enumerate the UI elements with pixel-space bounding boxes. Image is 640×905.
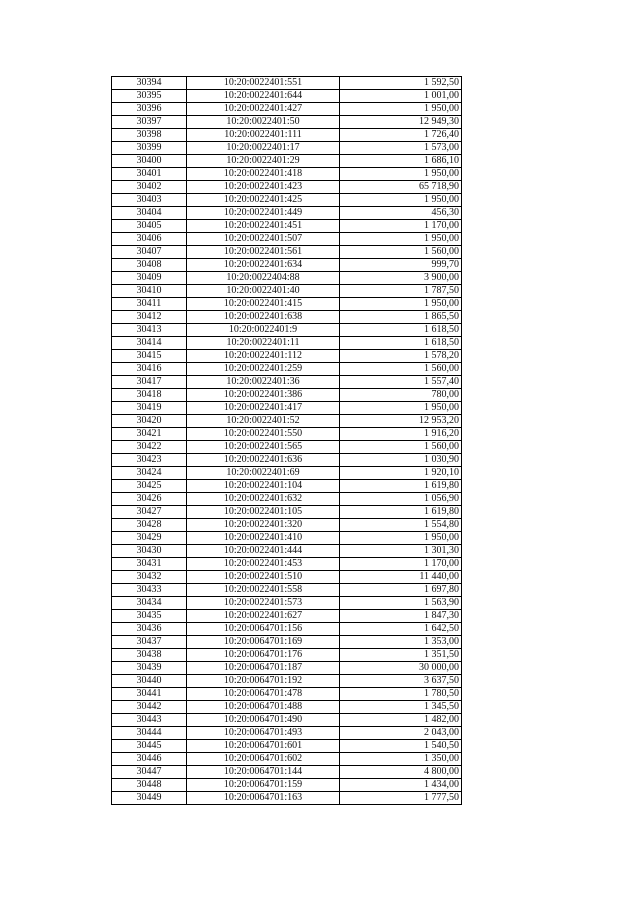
cadastral-number-cell: 10:20:0022401:112 (187, 350, 340, 363)
table-row (112, 610, 462, 623)
table-row (112, 558, 462, 571)
amount-value-cell: 1 950,00 (340, 298, 462, 311)
amount-value-cell: 1 434,00 (340, 779, 462, 792)
cadastral-number-cell: 10:20:0022401:105 (187, 506, 340, 519)
amount-value-cell: 1 345,50 (340, 701, 462, 714)
cadastral-number-cell: 10:20:0022401:449 (187, 207, 340, 220)
row-number-cell: 30416 (112, 363, 187, 376)
amount-value-cell: 12 949,30 (340, 116, 462, 129)
row-number-cell: 30438 (112, 649, 187, 662)
amount-value-cell: 1 787,50 (340, 285, 462, 298)
amount-value-cell: 1 554,80 (340, 519, 462, 532)
amount-value-cell: 1 557,40 (340, 376, 462, 389)
table-row (112, 233, 462, 246)
cadastral-number-cell: 10:20:0064701:163 (187, 792, 340, 805)
row-number-cell: 30410 (112, 285, 187, 298)
cadastral-number-cell: 10:20:0064701:478 (187, 688, 340, 701)
table-row (112, 441, 462, 454)
row-number-cell: 30399 (112, 142, 187, 155)
cadastral-number-cell: 10:20:0064701:488 (187, 701, 340, 714)
amount-value-cell: 1 560,00 (340, 363, 462, 376)
cadastral-number-cell: 10:20:0022401:561 (187, 246, 340, 259)
row-number-cell: 30423 (112, 454, 187, 467)
table-row (112, 272, 462, 285)
row-number-cell: 30414 (112, 337, 187, 350)
cadastral-number-cell: 10:20:0022401:632 (187, 493, 340, 506)
row-number-cell: 30420 (112, 415, 187, 428)
amount-value-cell: 2 043,00 (340, 727, 462, 740)
table-row (112, 428, 462, 441)
cadastral-number-cell: 10:20:0064701:156 (187, 623, 340, 636)
cadastral-number-cell: 10:20:0022401:444 (187, 545, 340, 558)
cadastral-number-cell: 10:20:0022401:36 (187, 376, 340, 389)
row-number-cell: 30395 (112, 90, 187, 103)
cadastral-number-cell: 10:20:0022404:88 (187, 272, 340, 285)
amount-value-cell: 1 950,00 (340, 532, 462, 545)
row-number-cell: 30421 (112, 428, 187, 441)
amount-value-cell: 1 686,10 (340, 155, 462, 168)
cadastral-number-cell: 10:20:0022401:573 (187, 597, 340, 610)
table-row (112, 714, 462, 727)
row-number-cell: 30400 (112, 155, 187, 168)
table-row (112, 727, 462, 740)
table-row (112, 493, 462, 506)
cadastral-number-cell: 10:20:0022401:638 (187, 311, 340, 324)
amount-value-cell: 1 777,50 (340, 792, 462, 805)
cadastral-number-cell: 10:20:0022401:636 (187, 454, 340, 467)
table-row (112, 480, 462, 493)
amount-value-cell: 1 560,00 (340, 441, 462, 454)
table-row (112, 688, 462, 701)
table-row (112, 766, 462, 779)
row-number-cell: 30439 (112, 662, 187, 675)
table-row (112, 77, 462, 90)
amount-value-cell: 1 482,00 (340, 714, 462, 727)
table-row (112, 350, 462, 363)
amount-value-cell: 1 916,20 (340, 428, 462, 441)
table-row (112, 506, 462, 519)
cadastral-number-cell: 10:20:0022401:451 (187, 220, 340, 233)
row-number-cell: 30446 (112, 753, 187, 766)
table-row (112, 220, 462, 233)
amount-value-cell: 1 618,50 (340, 337, 462, 350)
row-number-cell: 30433 (112, 584, 187, 597)
cadastral-number-cell: 10:20:0022401:104 (187, 480, 340, 493)
table-row (112, 116, 462, 129)
cadastral-number-cell: 10:20:0064701:601 (187, 740, 340, 753)
table-row (112, 129, 462, 142)
cadastral-number-cell: 10:20:0022401:565 (187, 441, 340, 454)
row-number-cell: 30441 (112, 688, 187, 701)
row-number-cell: 30413 (112, 324, 187, 337)
row-number-cell: 30412 (112, 311, 187, 324)
cadastral-number-cell: 10:20:0022401:386 (187, 389, 340, 402)
amount-value-cell: 1 642,50 (340, 623, 462, 636)
cadastral-number-cell: 10:20:0064701:493 (187, 727, 340, 740)
amount-value-cell: 1 540,50 (340, 740, 462, 753)
amount-value-cell: 1 001,00 (340, 90, 462, 103)
row-number-cell: 30427 (112, 506, 187, 519)
table-row (112, 701, 462, 714)
table-row (112, 155, 462, 168)
table-row (112, 376, 462, 389)
amount-value-cell: 1 780,50 (340, 688, 462, 701)
row-number-cell: 30430 (112, 545, 187, 558)
table-row (112, 467, 462, 480)
amount-value-cell: 1 560,00 (340, 246, 462, 259)
cadastral-number-cell: 10:20:0022401:69 (187, 467, 340, 480)
cadastral-number-cell: 10:20:0064701:192 (187, 675, 340, 688)
table-row (112, 181, 462, 194)
amount-value-cell: 1 920,10 (340, 467, 462, 480)
row-number-cell: 30404 (112, 207, 187, 220)
table-row (112, 207, 462, 220)
register-table (111, 76, 462, 805)
cadastral-number-cell: 10:20:0022401:50 (187, 116, 340, 129)
row-number-cell: 30398 (112, 129, 187, 142)
amount-value-cell: 4 800,00 (340, 766, 462, 779)
cadastral-number-cell: 10:20:0022401:634 (187, 259, 340, 272)
table-row (112, 584, 462, 597)
amount-value-cell: 1 301,30 (340, 545, 462, 558)
cadastral-number-cell: 10:20:0022401:9 (187, 324, 340, 337)
amount-value-cell: 11 440,00 (340, 571, 462, 584)
table-row (112, 792, 462, 805)
amount-value-cell: 1 170,00 (340, 558, 462, 571)
table-row (112, 740, 462, 753)
table-row (112, 519, 462, 532)
table-row (112, 415, 462, 428)
row-number-cell: 30406 (112, 233, 187, 246)
cadastral-number-cell: 10:20:0064701:169 (187, 636, 340, 649)
amount-value-cell: 1 950,00 (340, 233, 462, 246)
row-number-cell: 30422 (112, 441, 187, 454)
amount-value-cell: 1 573,00 (340, 142, 462, 155)
row-number-cell: 30409 (112, 272, 187, 285)
table-row (112, 675, 462, 688)
row-number-cell: 30442 (112, 701, 187, 714)
cadastral-number-cell: 10:20:0022401:29 (187, 155, 340, 168)
cadastral-number-cell: 10:20:0064701:144 (187, 766, 340, 779)
cadastral-number-cell: 10:20:0022401:423 (187, 181, 340, 194)
amount-value-cell: 1 950,00 (340, 194, 462, 207)
cadastral-number-cell: 10:20:0022401:320 (187, 519, 340, 532)
amount-value-cell: 1 950,00 (340, 402, 462, 415)
table-row (112, 402, 462, 415)
row-number-cell: 30396 (112, 103, 187, 116)
row-number-cell: 30436 (112, 623, 187, 636)
cadastral-number-cell: 10:20:0022401:11 (187, 337, 340, 350)
amount-value-cell: 1 950,00 (340, 103, 462, 116)
table-row (112, 168, 462, 181)
cadastral-number-cell: 10:20:0022401:550 (187, 428, 340, 441)
table-row (112, 649, 462, 662)
row-number-cell: 30424 (112, 467, 187, 480)
cadastral-number-cell: 10:20:0022401:417 (187, 402, 340, 415)
amount-value-cell: 1 618,50 (340, 324, 462, 337)
amount-value-cell: 1 056,90 (340, 493, 462, 506)
row-number-cell: 30444 (112, 727, 187, 740)
amount-value-cell: 1 619,80 (340, 480, 462, 493)
row-number-cell: 30447 (112, 766, 187, 779)
row-number-cell: 30435 (112, 610, 187, 623)
table-row (112, 545, 462, 558)
amount-value-cell: 1 170,00 (340, 220, 462, 233)
amount-value-cell: 1 350,00 (340, 753, 462, 766)
table-row (112, 662, 462, 675)
cadastral-number-cell: 10:20:0022401:551 (187, 77, 340, 90)
amount-value-cell: 780,00 (340, 389, 462, 402)
table-row (112, 389, 462, 402)
row-number-cell: 30408 (112, 259, 187, 272)
row-number-cell: 30411 (112, 298, 187, 311)
cadastral-number-cell: 10:20:0022401:40 (187, 285, 340, 298)
row-number-cell: 30445 (112, 740, 187, 753)
table-row (112, 324, 462, 337)
table-row (112, 298, 462, 311)
row-number-cell: 30440 (112, 675, 187, 688)
row-number-cell: 30401 (112, 168, 187, 181)
table-row (112, 90, 462, 103)
row-number-cell: 30426 (112, 493, 187, 506)
row-number-cell: 30405 (112, 220, 187, 233)
table-row (112, 363, 462, 376)
table-row (112, 337, 462, 350)
amount-value-cell: 12 953,20 (340, 415, 462, 428)
table-row (112, 571, 462, 584)
table-row (112, 285, 462, 298)
row-number-cell: 30417 (112, 376, 187, 389)
row-number-cell: 30397 (112, 116, 187, 129)
cadastral-number-cell: 10:20:0022401:427 (187, 103, 340, 116)
amount-value-cell: 1 563,90 (340, 597, 462, 610)
row-number-cell: 30437 (112, 636, 187, 649)
cadastral-number-cell: 10:20:0022401:644 (187, 90, 340, 103)
row-number-cell: 30425 (112, 480, 187, 493)
row-number-cell: 30419 (112, 402, 187, 415)
amount-value-cell: 1 351,50 (340, 649, 462, 662)
cadastral-number-cell: 10:20:0022401:507 (187, 233, 340, 246)
row-number-cell: 30431 (112, 558, 187, 571)
cadastral-number-cell: 10:20:0022401:52 (187, 415, 340, 428)
amount-value-cell: 1 950,00 (340, 168, 462, 181)
amount-value-cell: 1 726,40 (340, 129, 462, 142)
cadastral-number-cell: 10:20:0022401:111 (187, 129, 340, 142)
table-row (112, 142, 462, 155)
cadastral-number-cell: 10:20:0022401:453 (187, 558, 340, 571)
table-row (112, 246, 462, 259)
cadastral-number-cell: 10:20:0022401:425 (187, 194, 340, 207)
amount-value-cell: 30 000,00 (340, 662, 462, 675)
table-row (112, 636, 462, 649)
table-row (112, 454, 462, 467)
amount-value-cell: 999,70 (340, 259, 462, 272)
row-number-cell: 30432 (112, 571, 187, 584)
amount-value-cell: 1 697,80 (340, 584, 462, 597)
cadastral-number-cell: 10:20:0022401:415 (187, 298, 340, 311)
amount-value-cell: 1 030,90 (340, 454, 462, 467)
cadastral-number-cell: 10:20:0064701:159 (187, 779, 340, 792)
table-row (112, 194, 462, 207)
cadastral-number-cell: 10:20:0022401:510 (187, 571, 340, 584)
amount-value-cell: 1 578,20 (340, 350, 462, 363)
amount-value-cell: 456,30 (340, 207, 462, 220)
row-number-cell: 30407 (112, 246, 187, 259)
row-number-cell: 30428 (112, 519, 187, 532)
amount-value-cell: 3 900,00 (340, 272, 462, 285)
amount-value-cell: 1 619,80 (340, 506, 462, 519)
row-number-cell: 30434 (112, 597, 187, 610)
row-number-cell: 30449 (112, 792, 187, 805)
amount-value-cell: 1 353,00 (340, 636, 462, 649)
cadastral-number-cell: 10:20:0022401:558 (187, 584, 340, 597)
cadastral-number-cell: 10:20:0064701:187 (187, 662, 340, 675)
table-row (112, 532, 462, 545)
table-row (112, 103, 462, 116)
amount-value-cell: 1 592,50 (340, 77, 462, 90)
table-row (112, 623, 462, 636)
table-row (112, 779, 462, 792)
cadastral-number-cell: 10:20:0064701:490 (187, 714, 340, 727)
cadastral-number-cell: 10:20:0022401:418 (187, 168, 340, 181)
table-row (112, 259, 462, 272)
row-number-cell: 30402 (112, 181, 187, 194)
amount-value-cell: 1 847,30 (340, 610, 462, 623)
table-row (112, 311, 462, 324)
row-number-cell: 30443 (112, 714, 187, 727)
amount-value-cell: 1 865,50 (340, 311, 462, 324)
row-number-cell: 30415 (112, 350, 187, 363)
amount-value-cell: 65 718,90 (340, 181, 462, 194)
cadastral-number-cell: 10:20:0022401:17 (187, 142, 340, 155)
cadastral-number-cell: 10:20:0064701:176 (187, 649, 340, 662)
cadastral-number-cell: 10:20:0022401:627 (187, 610, 340, 623)
row-number-cell: 30418 (112, 389, 187, 402)
row-number-cell: 30448 (112, 779, 187, 792)
row-number-cell: 30394 (112, 77, 187, 90)
table-row (112, 753, 462, 766)
row-number-cell: 30429 (112, 532, 187, 545)
cadastral-number-cell: 10:20:0064701:602 (187, 753, 340, 766)
row-number-cell: 30403 (112, 194, 187, 207)
register-table-body (112, 77, 462, 805)
cadastral-number-cell: 10:20:0022401:410 (187, 532, 340, 545)
cadastral-number-cell: 10:20:0022401:259 (187, 363, 340, 376)
amount-value-cell: 3 637,50 (340, 675, 462, 688)
table-row (112, 597, 462, 610)
